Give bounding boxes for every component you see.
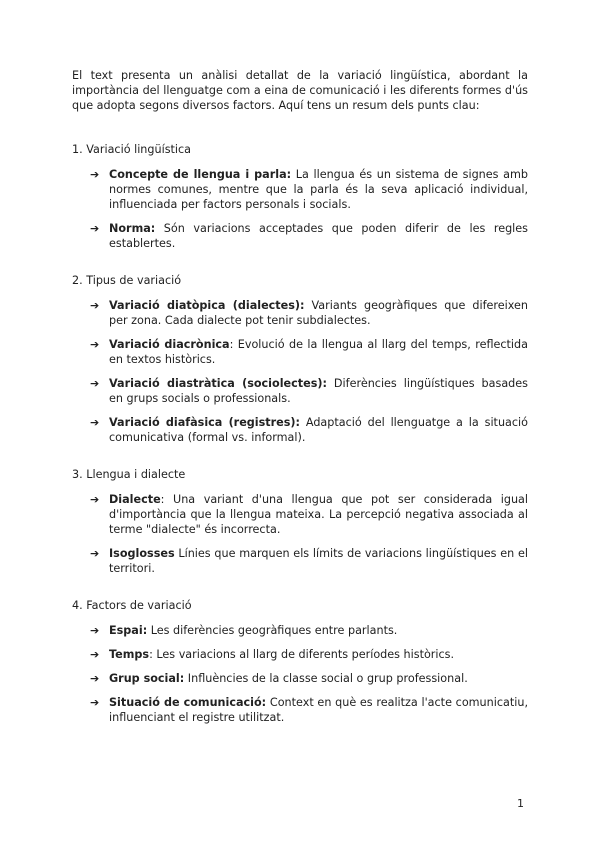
- section-title: 1. Variació lingüística: [72, 143, 192, 156]
- section-title: 3. Llengua i dialecte: [72, 468, 186, 481]
- list-item: [72, 337, 528, 367]
- item-text: La llengua és un sistema de signes amb normes comunes, mentre que la parla és la seva aplicació individual, influenciada per factors personals i socials.: [109, 168, 528, 211]
- document-page: [72, 68, 528, 747]
- section: [72, 467, 528, 576]
- item-term: Norma:: [109, 222, 156, 235]
- item-text: Variants geogràfiques que difereixen per zona. Cada dialecte pot tenir subdialectes.: [109, 299, 528, 327]
- bullet-list: [72, 298, 528, 445]
- list-item: [72, 492, 528, 537]
- arrow-icon: ➔: [90, 493, 100, 506]
- item-term: Variació diatòpica (dialectes):: [109, 299, 305, 312]
- item-term: Concepte de llengua i parla:: [109, 168, 292, 181]
- list-item: [72, 647, 528, 662]
- item-term: Dialecte: [109, 493, 161, 506]
- item-text: Diferències lingüístiques basades en grups socials o professionals.: [109, 377, 528, 405]
- item-term: Espai:: [109, 624, 148, 637]
- item-text: Les diferències geogràfiques entre parlants.: [147, 624, 398, 637]
- section-title: 4. Factors de variació: [72, 599, 192, 612]
- item-text: Influències de la classe social o grup professional.: [184, 672, 468, 685]
- item-text: Línies que marquen els límits de variacions lingüístiques en el territori.: [109, 547, 528, 575]
- list-item: [72, 415, 528, 445]
- item-term: Situació de comunicació:: [109, 696, 267, 709]
- arrow-icon: ➔: [90, 222, 100, 235]
- section: [72, 142, 528, 251]
- arrow-icon: ➔: [90, 547, 100, 560]
- arrow-icon: ➔: [90, 168, 100, 181]
- item-term: Variació diacrònica: [109, 338, 230, 351]
- section: [72, 598, 528, 725]
- list-item: [72, 221, 528, 251]
- item-term: Variació diafàsica (registres):: [109, 416, 300, 429]
- list-item: [72, 546, 528, 576]
- list-item: [72, 623, 528, 638]
- item-text: : Una variant d'una llengua que pot ser considerada igual d'importància que la llengua mateixa. La percepció negativa associada al terme "dialecte" és incorrecta.: [109, 493, 528, 536]
- item-text: Context en què es realitza l'acte comunicatiu, influenciant el registre utilitzat.: [109, 696, 528, 724]
- list-item: [72, 695, 528, 725]
- list-item: [72, 671, 528, 686]
- bullet-list: [72, 167, 528, 251]
- section: [72, 273, 528, 445]
- list-item: [72, 298, 528, 328]
- intro-paragraph: El text presenta un anàlisi detallat de la variació lingüística, abordant la importància del llenguatge com a eina de comunicació i les diferents formes d'ús que adopta segons diversos factors. Aquí tens un resum dels punts clau:: [72, 69, 528, 112]
- arrow-icon: ➔: [90, 377, 100, 390]
- arrow-icon: ➔: [90, 624, 100, 637]
- arrow-icon: ➔: [90, 416, 100, 429]
- item-text: : Evolució de la llengua al llarg del temps, reflectida en textos històrics.: [109, 338, 528, 366]
- page-number: 1: [517, 797, 524, 810]
- item-text: : Les variacions al llarg de diferents períodes històrics.: [149, 648, 455, 661]
- arrow-icon: ➔: [90, 648, 100, 661]
- arrow-icon: ➔: [90, 299, 100, 312]
- item-text: Són variacions acceptades que poden diferir de les regles establertes.: [109, 222, 528, 250]
- list-item: [72, 167, 528, 212]
- item-term: Isoglosses: [109, 547, 175, 560]
- arrow-icon: ➔: [90, 338, 100, 351]
- section-title: 2. Tipus de variació: [72, 274, 182, 287]
- bullet-list: [72, 623, 528, 725]
- item-text: Adaptació del llenguatge a la situació comunicativa (formal vs. informal).: [109, 416, 528, 444]
- item-term: Variació diastràtica (sociolectes):: [109, 377, 327, 390]
- list-item: [72, 376, 528, 406]
- arrow-icon: ➔: [90, 672, 100, 685]
- item-term: Temps: [109, 648, 150, 661]
- item-term: Grup social:: [109, 672, 185, 685]
- arrow-icon: ➔: [90, 696, 100, 709]
- sections-container: [72, 142, 528, 725]
- bullet-list: [72, 492, 528, 576]
